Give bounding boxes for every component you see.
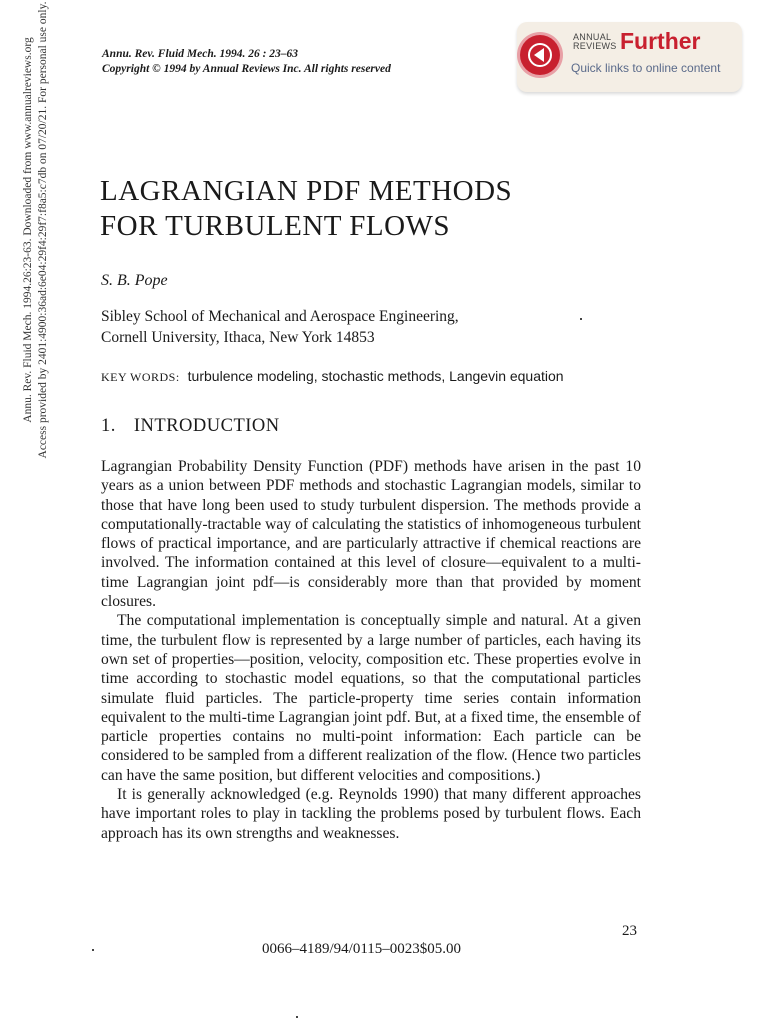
further-title: Further (620, 28, 701, 54)
scan-speck (580, 318, 582, 320)
download-sidebar (0, 0, 49, 1024)
further-badge[interactable] (517, 22, 742, 92)
section-heading (101, 416, 280, 437)
keywords-list: turbulence modeling, stochastic methods, Langevin equation (187, 368, 564, 384)
keywords (101, 368, 564, 386)
journal-citation: Annu. Rev. Fluid Mech. 1994. 26 : 23–63 (102, 48, 299, 60)
section-number: 1. (101, 416, 116, 436)
back-arrow-icon (520, 35, 560, 75)
article-title (100, 174, 512, 244)
annual-reviews-logo: ANNUAL REVIEWS (573, 32, 617, 51)
paragraph: The computational implementation is conceptually simple and natural. At a given time, the turbulent flow is represented by a large number of particles, each having its own set of properties—position, velocity, composition etc. These properties evolve in time according to stochastic model equations, so that the computational particles simulate fluid particles. The particle-property time series contain information equivalent to the multi-time Lagrangian joint pdf. But, at a fixed time, the ensemble of particle properties contains no multi-point information: Each particle can be considered to be sampled from a different realization of the flow. (Hence two particles can have the same position, but different velocities and compositions.) (101, 612, 642, 784)
keywords-label: KEY WORDS: (101, 370, 180, 384)
paragraph: Lagrangian Probability Density Function (PDF) methods have arisen in the past 10 years as a union between PDF methods and stochastic Lagrangian models, similar to those that have long been used to study turbulent dispersion. The methods provide a computationally-tractable way of calculating the statistics of inhomogeneous turbulent flows of practical importance, and are particularly attractive if chemical reactions are involved. The information contained at this level of closure—equivalent to a multi-time Lagrangian joint pdf—is considerably more than that provided by moment closures. (101, 458, 641, 611)
sidebar-line-citation: Annu. Rev. Fluid Mech. 1994.26:23-63. Downloaded from www.annualreviews.org (22, 37, 34, 423)
affiliation-line-1: Sibley School of Mechanical and Aerospace Engineering, (101, 308, 459, 325)
article-body (101, 457, 641, 843)
sidebar-line-access: Access provided by 2401:4900:36ad:6e04:29f4:29f7:f8a5:c7db on 07/20/21. For personal use only. (37, 1, 49, 459)
copyright-notice: Copyright © 1994 by Annual Reviews Inc. All rights reserved (102, 63, 391, 75)
further-tagline: Quick links to online content (571, 61, 721, 75)
author-name: S. B. Pope (101, 272, 168, 289)
section-title: INTRODUCTION (133, 416, 280, 436)
footer-code: 0066–4189/94/0115–0023$05.00 (262, 941, 462, 957)
affiliation (101, 306, 459, 348)
title-line-2: FOR TURBULENT FLOWS (100, 210, 451, 242)
title-line-1: LAGRANGIAN PDF METHODS (100, 175, 513, 207)
journal-header (102, 47, 391, 77)
sidebar-text (21, 0, 51, 490)
paragraph: It is generally acknowledged (e.g. Reynolds 1990) that many different approaches have important roles to play in tackling the problems posed by turbulent flows. Each approach has its own strengths and weaknesses. (101, 786, 641, 842)
affiliation-line-2: Cornell University, Ithaca, New York 14853 (101, 329, 375, 346)
page-number: 23 (622, 923, 637, 939)
scan-speck (296, 1016, 298, 1018)
scan-speck (92, 949, 94, 951)
